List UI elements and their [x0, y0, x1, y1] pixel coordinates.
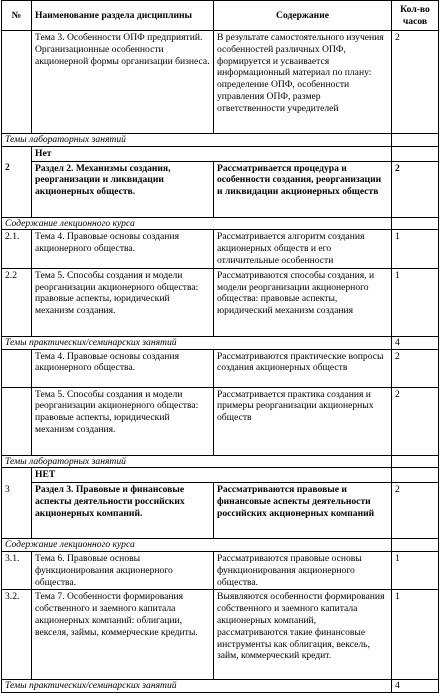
section-label: Содержание лекционного курса	[2, 217, 392, 230]
note-row	[2, 146, 439, 161]
row-num	[2, 349, 32, 387]
part-hours: 2	[392, 483, 439, 539]
section-hours	[392, 217, 439, 230]
header-hours: Кол-во часов	[392, 1, 439, 31]
row-hours: 1	[392, 590, 439, 680]
discipline-table	[1, 0, 439, 693]
row-name: Тема 4. Правовые основы создания акционерного общества.	[32, 349, 214, 387]
section-row	[2, 680, 439, 693]
section-label: Темы практических/семинарских занятий	[2, 336, 392, 349]
row-hours: 2	[392, 31, 439, 134]
note-label: Нет	[32, 146, 392, 161]
section-row	[2, 134, 439, 147]
section-label: Темы практических/семинарских занятий	[2, 680, 392, 693]
row-content: Рассматривается практика создания и примеры реорганизации акционерных обществ	[214, 387, 392, 455]
row-content: В результате самостоятельного изучения особенностей различных ОПФ, формируется и усваивается информационный материал по плану: определение ОПФ, особенности управления ОПФ, размер ответственности учредителей	[214, 31, 392, 134]
row-content: Рассматриваются способы создания, и модели реорганизации акционерного общества: правовые аспекты, юридический механизм создания	[214, 268, 392, 336]
row-num: 3.2.	[2, 590, 32, 680]
table-header-row	[2, 1, 439, 31]
part-row	[2, 483, 439, 539]
row-num: 2.1.	[2, 230, 32, 268]
row-num	[2, 387, 32, 455]
row-num: 2.2	[2, 268, 32, 336]
table-row	[2, 349, 439, 387]
row-num	[2, 31, 32, 134]
table-row	[2, 230, 439, 268]
section-hours	[392, 539, 439, 552]
table-row	[2, 590, 439, 680]
row-hours: 1	[392, 268, 439, 336]
part-num: 2	[2, 161, 32, 217]
table-row	[2, 387, 439, 455]
section-row	[2, 539, 439, 552]
section-row	[2, 336, 439, 349]
row-content: Рассматривается алгоритм создания акционерных обществ и его отличительные особенности	[214, 230, 392, 268]
table-row	[2, 551, 439, 589]
section-hours	[392, 455, 439, 468]
table-row	[2, 268, 439, 336]
part-num: 3	[2, 483, 32, 539]
row-name: Тема 3. Особенности ОПФ предприятий. Организационные особенности акционерной формы организации бизнеса.	[32, 31, 214, 134]
row-content: Рассматриваются практические вопросы создания акционерных обществ	[214, 349, 392, 387]
row-name: Тема 6. Правовые основы функционирования акционерного общества.	[32, 551, 214, 589]
row-hours: 1	[392, 230, 439, 268]
section-row	[2, 455, 439, 468]
row-num: 3.1.	[2, 551, 32, 589]
section-label: Содержание лекционного курса	[2, 539, 392, 552]
part-name: Раздел 3. Правовые и финансовые аспекты деятельности российских акционерных компаний.	[32, 483, 214, 539]
section-hours	[392, 134, 439, 147]
row-content: Выявляются особенности формирования собственного и заемного капитала акционерных компаний, рассматриваются такие финансовые инструменты как облигация, вексель, займ, коммерческий кредит.	[214, 590, 392, 680]
part-content: Рассматривается процедура и особенности создания, реорганизации и ликвидации акционерных обществ	[214, 161, 392, 217]
table-row	[2, 31, 439, 134]
row-name: Тема 5. Способы создания и модели реорганизации акционерного общества: правовые аспекты, юридический механизм создания.	[32, 387, 214, 455]
part-row	[2, 161, 439, 217]
row-name: Тема 7. Особенности формирования собственного и заемного капитала акционерных компаний: облигации, векселя, займы, коммерческие кредиты.	[32, 590, 214, 680]
row-hours: 1	[392, 551, 439, 589]
section-label: Темы лабораторных занятий	[2, 455, 392, 468]
part-name: Раздел 2. Механизмы создания, реорганизации и ликвидации акционерных обществ.	[32, 161, 214, 217]
section-hours: 4	[392, 680, 439, 693]
header-num: №	[2, 1, 32, 31]
row-name: Тема 5. Способы создания и модели реорганизации акционерного общества: правовые аспекты, юридический механизм создания.	[32, 268, 214, 336]
section-row	[2, 217, 439, 230]
header-content: Содержание	[214, 1, 392, 31]
row-content: Рассматриваются правовые основы функционирования акционерного общества.	[214, 551, 392, 589]
row-hours: 2	[392, 387, 439, 455]
part-content: Рассматриваются правовые и финансовые аспекты деятельности российских акционерных компаний	[214, 483, 392, 539]
header-name: Наименование раздела дисциплины	[32, 1, 214, 31]
part-hours: 2	[392, 161, 439, 217]
row-name: Тема 4. Правовые основы создания акционерного общества.	[32, 230, 214, 268]
note-row	[2, 468, 439, 483]
section-hours: 4	[392, 336, 439, 349]
note-label: НЕТ	[32, 468, 392, 483]
row-hours: 2	[392, 349, 439, 387]
section-label: Темы лабораторных занятий	[2, 134, 392, 147]
